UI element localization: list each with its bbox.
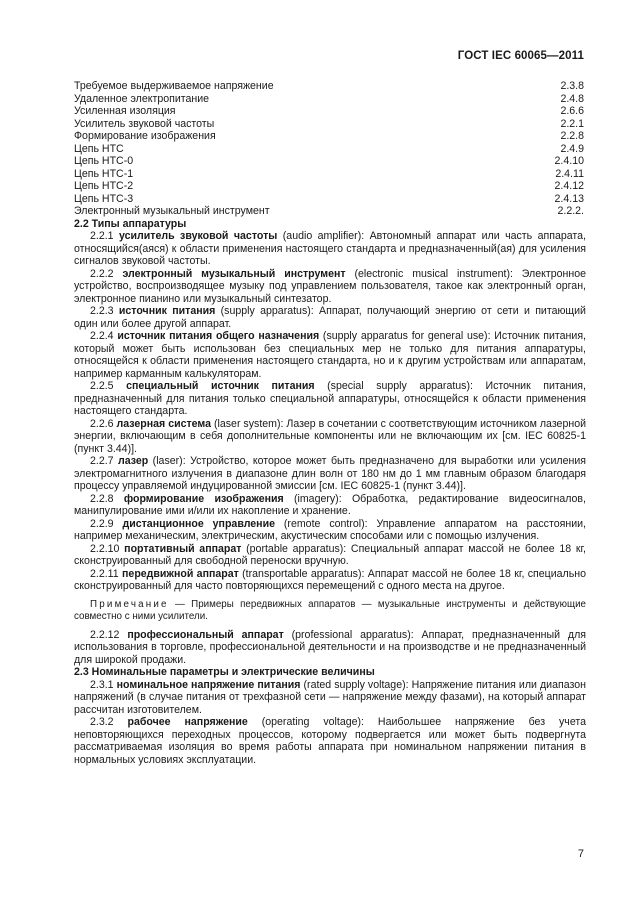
index-row bbox=[74, 205, 586, 218]
definition-number: 2.3.2 bbox=[90, 716, 114, 728]
index-term: Усилитель звуковой частоты bbox=[74, 117, 215, 130]
index-ref: 2.4.11 bbox=[555, 167, 584, 180]
definition-paragraph bbox=[74, 568, 586, 593]
definition-term: формирование изображения bbox=[123, 492, 284, 505]
definition-number: 2.2.12 bbox=[90, 628, 120, 641]
definition-text: (transportable apparatus): Аппарат массой не более 18 кг, специально сконструированный для часто повторяющихся перемещений с одного места на другое. bbox=[74, 567, 586, 592]
definition-term: рабочее напряжение bbox=[127, 716, 248, 728]
index-ref: 2.4.9 bbox=[560, 142, 584, 155]
definition-paragraph bbox=[74, 518, 586, 543]
definition-text: (imagery): Обработка, редактирование видеосигналов, манипулирование ими и/или их накопление и хранение. bbox=[74, 492, 586, 517]
definition-text: (rated supply voltage): Напряжение питания или диапазон напряжений (в случае питания от трехфазной сети — напряжение между фазами), на который аппарат рассчитан изготовителем. bbox=[74, 678, 586, 716]
index-term: Усиленная изоляция bbox=[74, 105, 176, 117]
index-ref: 2.4.12 bbox=[554, 180, 584, 192]
definitions-2-2 bbox=[74, 230, 586, 593]
index-term: Цепь НТС bbox=[74, 142, 124, 155]
index-row bbox=[74, 168, 586, 181]
definition-paragraph bbox=[74, 679, 586, 717]
index-ref: 2.4.8 bbox=[560, 92, 584, 105]
index-row bbox=[74, 130, 586, 143]
index-row bbox=[74, 155, 586, 168]
index-term: Цепь НТС-2 bbox=[74, 180, 134, 192]
index-ref: 2.4.13 bbox=[554, 192, 584, 205]
definition-term: специальный источник питания bbox=[126, 380, 315, 392]
index-term: Удаленное электропитание bbox=[74, 92, 210, 105]
definition-number: 2.2.6 bbox=[90, 417, 114, 430]
index-term: Цепь НТС-1 bbox=[74, 167, 134, 180]
index-row bbox=[74, 180, 586, 193]
definition-number: 2.3.1 bbox=[90, 678, 114, 691]
index-row bbox=[74, 193, 586, 206]
definition-paragraph bbox=[74, 268, 586, 306]
definition-number: 2.2.1 bbox=[90, 230, 114, 242]
index-ref: 2.2.8 bbox=[560, 130, 584, 142]
definition-number: 2.2.7 bbox=[90, 455, 114, 467]
document-code: ГОСТ IEC 60065—2011 bbox=[457, 50, 584, 62]
definition-text: (electronic musical instrument): Электронное устройство, воспроизводящее музыку под управлением пользователя, такое как электронный орган, электронное пианино или музыкальный синтезатор. bbox=[74, 267, 586, 305]
definition-term: источник питания общего назначения bbox=[117, 330, 320, 342]
definitions-2-3 bbox=[74, 679, 586, 767]
definition-text: (portable apparatus): Специальный аппарат массой не более 18 кг, сконструированный для свободной переноски вручную. bbox=[74, 542, 587, 567]
definition-text: (laser system): Лазер в сочетании с соответствующим источником лазерной энергии, включающим в себя дополнительные компоненты или не включающим их [см. IEC 60825-1 (пункт 3.44)]. bbox=[74, 417, 586, 455]
definition-text: (special supply apparatus): Источник питания, предназначенный для питания только специальной аппаратуры, относящейся к области применения настоящего стандарта. bbox=[74, 380, 586, 417]
definition-term: портативный аппарат bbox=[124, 542, 242, 555]
index-term: Электронный музыкальный инструмент bbox=[74, 205, 270, 217]
index-row bbox=[74, 80, 586, 93]
note-text: — Примеры передвижных аппаратов — музыкальные инструменты и действующие совместно с ними усилители. bbox=[74, 598, 586, 622]
definition-paragraph bbox=[74, 305, 586, 330]
index-ref: 2.3.8 bbox=[560, 80, 584, 92]
definition-number: 2.2.8 bbox=[90, 492, 114, 505]
definition-number: 2.2.2 bbox=[90, 267, 114, 280]
definition-paragraph bbox=[74, 380, 586, 418]
definition-paragraph bbox=[74, 230, 586, 268]
definition-paragraph bbox=[74, 330, 586, 380]
definition-paragraph bbox=[74, 455, 586, 493]
definition-number: 2.2.5 bbox=[90, 380, 114, 392]
definition-term: электронный музыкальный инструмент bbox=[122, 267, 346, 280]
page-number: 7 bbox=[577, 848, 584, 860]
definition-term: лазерная система bbox=[116, 417, 212, 430]
index-ref: 2.4.10 bbox=[554, 155, 584, 167]
definition-text: (laser): Устройство, которое может быть предназначено для выработки или усиления электромагнитного излучения в диапазоне длин волн от 180 нм до 1 мм главным образом благодаря процессу управляемой индуцированной эмиссии [см. IEC 60825-1 (пункт 3.44)]. bbox=[74, 455, 586, 492]
note-label: Примечание bbox=[90, 598, 169, 610]
definition-paragraph bbox=[74, 716, 586, 766]
definition-number: 2.2.11 bbox=[90, 567, 119, 580]
index-row bbox=[74, 93, 586, 106]
definition-text: (supply apparatus): Аппарат, получающий энергию от сети и питающий один или более другой аппарат. bbox=[74, 305, 586, 330]
definition-term: усилитель звуковой частоты bbox=[119, 230, 278, 242]
definition-text: (operating voltage): Наибольшее напряжение без учета неповторяющихся переходных процессов, которому подвергается или может быть подвергнута рассматриваемая изоляция во время работы аппарата при номинальном напряжении питания в нормальных условиях эксплуатации. bbox=[74, 716, 586, 766]
index-ref: 2.2.1 bbox=[560, 117, 584, 130]
definition-paragraph bbox=[74, 418, 586, 456]
index-term: Цепь НТС-3 bbox=[74, 192, 134, 205]
definition-paragraph bbox=[74, 493, 586, 518]
definition-number: 2.2.10 bbox=[90, 542, 120, 555]
definition-term: лазер bbox=[118, 455, 149, 467]
definition-paragraph bbox=[74, 543, 586, 568]
definition-term: дистанционное управление bbox=[122, 517, 275, 530]
definition-number: 2.2.4 bbox=[90, 330, 114, 342]
note bbox=[74, 599, 586, 623]
index-row bbox=[74, 118, 586, 131]
index-term: Требуемое выдерживаемое напряжение bbox=[74, 80, 274, 92]
section-heading-2-2: 2.2 Типы аппаратуры bbox=[74, 217, 187, 230]
definition-term: профессиональный аппарат bbox=[127, 628, 284, 641]
index-ref: 2.6.6 bbox=[560, 105, 584, 117]
definition-term: источник питания bbox=[118, 305, 216, 317]
term-index bbox=[74, 80, 586, 218]
definition-text: (supply apparatus for general use): Источник питания, который может быть использован без специальных мер не только для питания аппаратуры, относящейся к области применения настоящего стандарта, но и к другим устройствам или аппаратам, например карманным калькуляторам. bbox=[74, 330, 586, 380]
definition-number: 2.2.9 bbox=[90, 517, 114, 530]
definition-number: 2.2.3 bbox=[90, 305, 114, 317]
index-row bbox=[74, 143, 586, 156]
index-ref: 2.2.2. bbox=[557, 205, 584, 217]
definition-term: номинальное напряжение питания bbox=[116, 678, 301, 691]
definition-2-2-12 bbox=[74, 629, 586, 667]
page-content bbox=[74, 80, 586, 766]
index-row bbox=[74, 105, 586, 118]
index-term: Формирование изображения bbox=[74, 130, 216, 142]
definition-text: (remote control): Управление аппаратом на расстоянии, например механическим, электрическим, акустическим способами или с помощью излучения. bbox=[74, 517, 586, 542]
section-heading-2-3: 2.3 Номинальные параметры и электрические величины bbox=[74, 666, 375, 678]
definition-text: (professional apparatus): Аппарат, предназначенный для использования в торговле, профессиональной деятельности и на производстве и не предназначенный для широкой продажи. bbox=[74, 628, 586, 666]
index-term: Цепь НТС-0 bbox=[74, 155, 134, 167]
definition-term: передвижной аппарат bbox=[122, 567, 239, 580]
definition-text: (audio amplifier): Автономный аппарат или часть аппарата, относящийся(аяся) к области применения настоящего стандарта и предназначенный(ая) для усиления сигналов звуковой частоты. bbox=[74, 230, 586, 267]
